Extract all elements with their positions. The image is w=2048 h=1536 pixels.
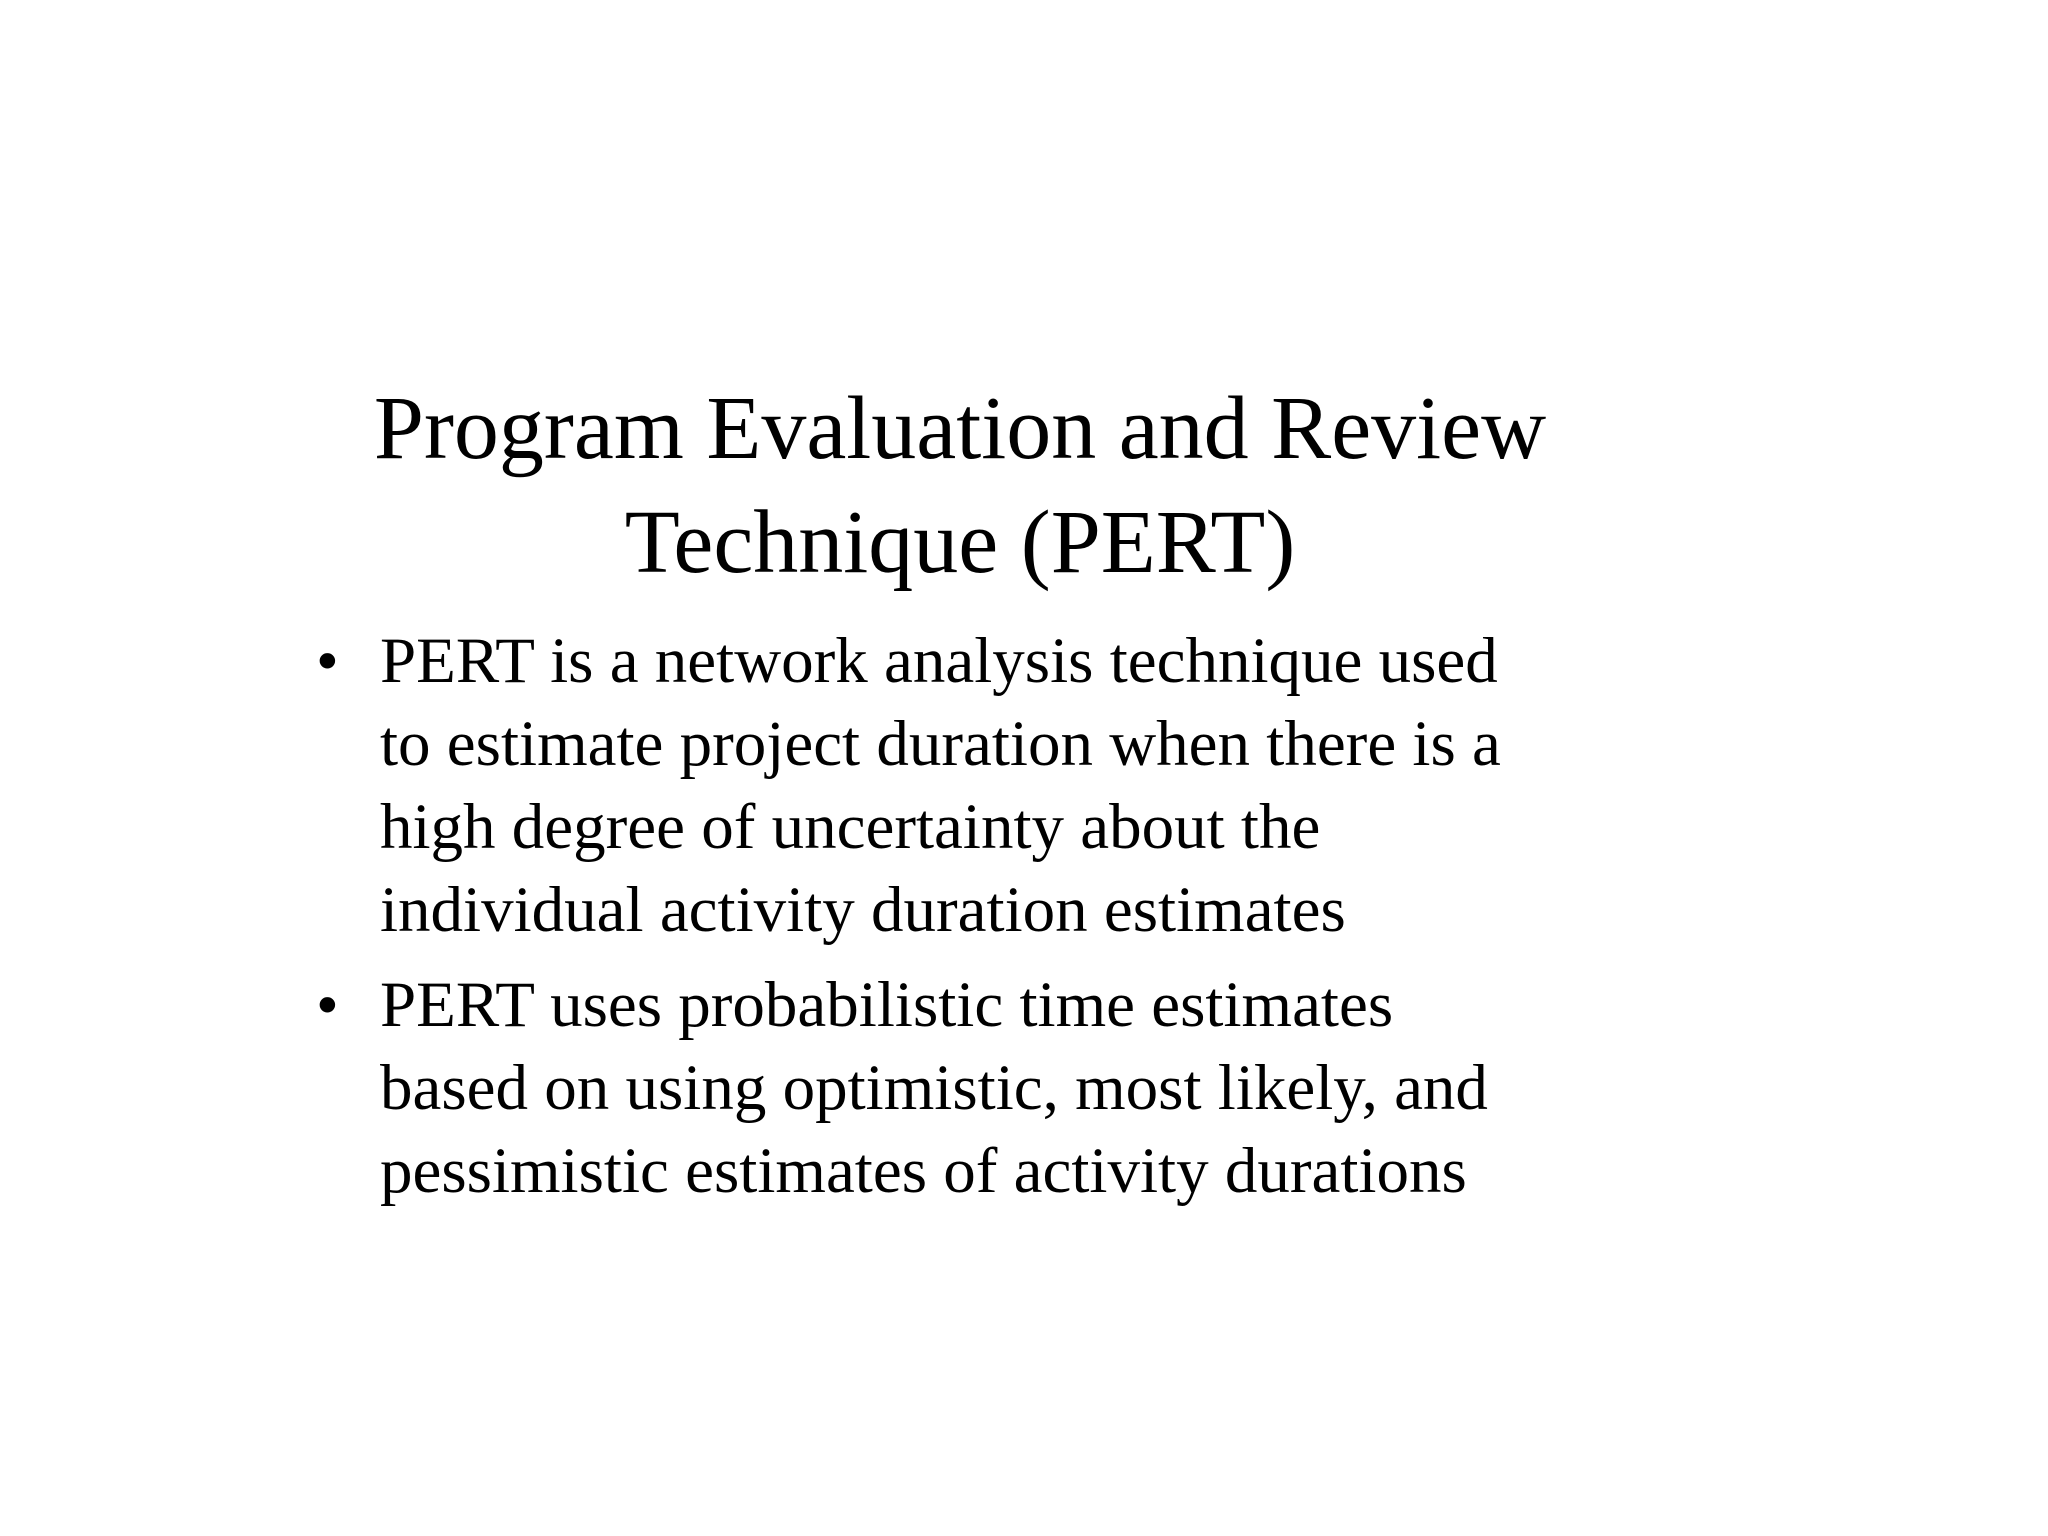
bullet-item [316,620,1616,952]
slide-title [300,372,1620,600]
bullet-text [380,620,1616,952]
bullet-text-line: pessimistic estimates of activity durations [380,1135,1467,1207]
bullet-text-line: based on using optimistic, most likely, and [380,1052,1488,1124]
slide-title-line: Technique (PERT) [624,493,1296,592]
bullet-text-line: individual activity duration estimates [380,874,1346,946]
bullet-dot-icon: • [316,969,339,1041]
bullet-list [316,620,1616,1225]
bullet-text [380,964,1616,1213]
bullet-text-line: PERT is a network analysis technique used [380,625,1498,697]
bullet-text-line: PERT uses probabilistic time estimates [380,969,1394,1041]
bullet-dot-icon: • [316,625,339,697]
bullet-text-line: high degree of uncertainty about the [380,791,1321,863]
bullet-text-line: to estimate project duration when there is a [380,708,1501,780]
slide-title-line: Program Evaluation and Review [373,379,1547,478]
bullet-item [316,964,1616,1213]
